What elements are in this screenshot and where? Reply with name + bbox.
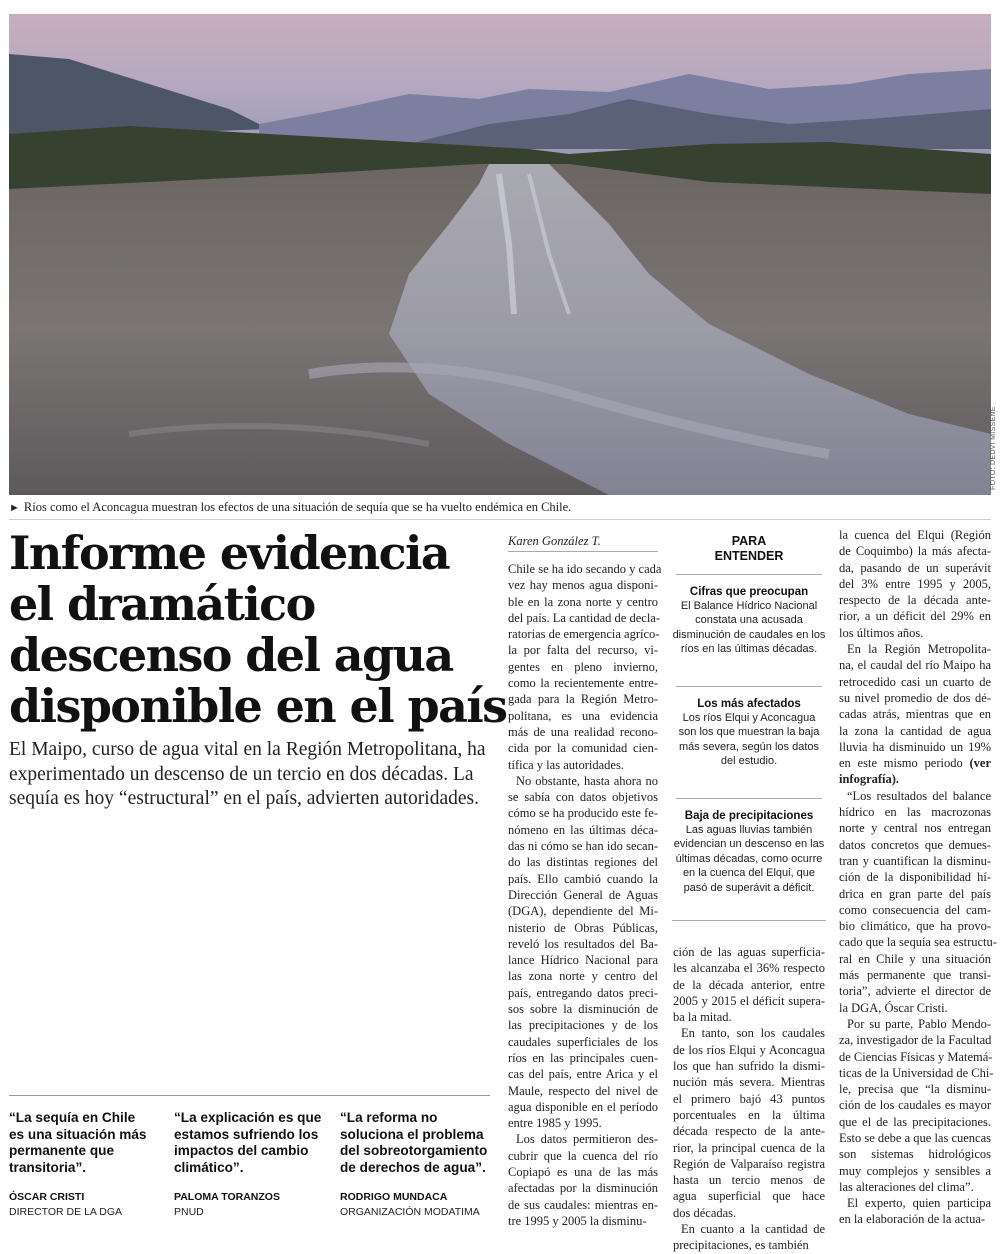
body-text-line: que el de las precipitaciones.: [839, 1114, 991, 1129]
sidebar-title: [672, 534, 826, 564]
sidebar-divider: [672, 920, 826, 921]
sidebar-line: evidencian un descenso en las: [673, 838, 825, 851]
body-text-line: entre 1985 y 1995.: [508, 1116, 602, 1131]
body-text-line: za, investigador de la Facultad: [839, 1033, 992, 1048]
body-text-line: ble en la zona norte y centro: [508, 594, 658, 609]
body-text-line: cadas atrás, mientras que en: [839, 707, 991, 722]
body-text-line: cubrir que la cuenca del río: [508, 1148, 658, 1163]
quote-line: “La sequía en Chile: [9, 1110, 136, 1125]
body-text-line: da, pasando de un superávit: [839, 560, 991, 575]
body-text-line: infografía).: [839, 772, 900, 787]
sidebar-line: del estudio.: [720, 755, 778, 768]
body-text-line: Esto se debe a que las cuencas: [839, 1130, 992, 1145]
body-text-line: No obstante, hasta ahora no: [516, 773, 658, 788]
body-text-line: hídrico en las macrozonas: [839, 805, 991, 820]
body-text-line: de los ríos Elqui y Aconcagua: [673, 1042, 825, 1057]
sidebar-line: últimas décadas, como ocurre: [675, 852, 823, 865]
body-text-line: na, el caudal del río Maipo ha: [839, 658, 991, 673]
divider: [9, 519, 991, 520]
photo-credit: FOTO: DEDVI MISSENE: [990, 406, 997, 490]
body-text-line: tran y cuantifican la disminu-: [839, 853, 991, 868]
body-text-line: la zona la cantidad de agua: [839, 723, 991, 738]
infographic-reference: (ver: [962, 756, 992, 771]
body-text-line: nisterio de Obras Públicas,: [508, 920, 658, 935]
body-text-line: ción de los caudales es mayor: [839, 1098, 991, 1113]
body-text-line: toria”, advierte el director de: [839, 984, 991, 999]
sidebar-line: más severa, según los datos: [678, 740, 820, 753]
sidebar-line: pasó de superávit a déficit.: [683, 881, 815, 894]
body-text-line: Maule, respecto del nivel de: [508, 1083, 658, 1098]
dry-riverbed-image: [9, 14, 991, 495]
caption-text: Ríos como el Aconcagua muestran los efectos de una situación de sequía que se ha vuelto endémica en Chile.: [23, 500, 572, 514]
body-text-line: norte y central nos entregan: [839, 821, 991, 836]
body-text-line: “Los resultados del balance: [847, 788, 991, 803]
body-text-line: nómeno en las últimas déca-: [508, 822, 658, 837]
sidebar-item-heading: Cifras que preocupan: [689, 586, 809, 598]
body-text-line: tífica y las autoridades.: [508, 757, 624, 772]
quote-line: del sobreotorgamiento: [340, 1143, 488, 1158]
sidebar-line: son los que muestran la baja: [678, 726, 820, 739]
body-text-line: el primero bajó 43 puntos: [673, 1091, 825, 1106]
quote-line: climático”.: [174, 1159, 244, 1175]
lead-line: sequía es hoy “estructural” en el país, advierten autoridades.: [9, 788, 479, 809]
quote-line: estamos sufriendo los: [174, 1126, 319, 1142]
body-text-line: tre 1995 y 2005 la disminu-: [508, 1213, 647, 1228]
body-text-line: drica en gran parte del país: [839, 886, 991, 901]
body-text-line: como la recientemente entre-: [508, 676, 658, 691]
sidebar-para-entender: [672, 534, 826, 894]
quote-card: [174, 1110, 330, 1218]
headline-line: Informe evidencia: [9, 526, 450, 580]
sidebar-title-line: ENTENDER: [714, 549, 784, 563]
body-text-line: de Coquimbo) la más afecta-: [839, 544, 991, 559]
sidebar-line: constata una acusada: [695, 614, 803, 627]
body-text-line: hasta un tercio menos de: [673, 1173, 825, 1188]
sidebar-line: Los ríos Elqui y Aconcagua: [682, 712, 816, 724]
body-text-line: del 3% entre 1995 y 2005,: [839, 576, 991, 591]
photo-caption: [9, 500, 571, 515]
body-text-line: se sabía con datos objetivos: [508, 790, 658, 805]
body-text-line: ción de la disponibilidad hí-: [839, 870, 991, 885]
body-text-line: las alteraciones del clima”.: [839, 1179, 974, 1194]
body-text-line: sos sobre la disminución de: [508, 1002, 658, 1017]
body-text-line: país. Ello cambió cuando la: [508, 871, 658, 886]
body-text-line: ral en Chile y una situación: [839, 951, 991, 966]
sidebar-item-body: [672, 823, 826, 895]
body-text-line: más permanente que transi-: [839, 968, 991, 983]
headline-line: el dramático: [9, 577, 315, 631]
body-text-line: En la Región Metropolita-: [847, 642, 991, 657]
body-text-line: El experto, quien participa: [847, 1196, 991, 1211]
quotes-divider: [9, 1095, 490, 1096]
quote-author: ÓSCAR CRISTI: [9, 1191, 85, 1203]
body-text-line: la cuenca del Elqui (Región: [839, 528, 991, 542]
byline: Karen González T.: [508, 534, 601, 548]
sidebar-line: Las aguas lluvias también: [685, 824, 813, 836]
body-text-line: 2005 y 2015 el déficit supera-: [673, 993, 825, 1008]
body-text-line: le, precisa que “la disminu-: [839, 1082, 991, 1097]
body-text-line: Chile se ha ido secando y cada: [508, 562, 662, 576]
body-text-line: más de una realidad recono-: [508, 724, 658, 739]
body-text-line: politana, es una evidencia: [508, 708, 658, 723]
body-text-line: porcentuales en la última: [673, 1107, 825, 1122]
caption-marker-icon: ►: [9, 502, 20, 514]
body-text-line: del país. La cantidad de decla-: [508, 610, 661, 625]
body-text-line: Por su parte, Pablo Mendo-: [847, 1016, 991, 1031]
body-text-line: los que han sufrido la dismi-: [673, 1059, 825, 1074]
body-text-line: década respecto de la ante-: [673, 1124, 825, 1139]
article-column-2: [673, 944, 825, 1254]
body-text-line: dos décadas.: [673, 1205, 737, 1220]
quote-author: RODRIGO MUNDACA: [340, 1191, 448, 1203]
body-text-line: las zona norte y centro del: [508, 969, 658, 984]
body-text-line: bio climático, que ha provo-: [839, 919, 991, 934]
body-text-line: afectadas por la disminución: [508, 1181, 658, 1196]
body-text-line: lluvia ha disminuido un 19%: [839, 739, 991, 754]
body-text-line: gada para la Región Metro-: [508, 692, 658, 707]
quote-line: es una situación más: [9, 1126, 147, 1142]
body-text-line: rior, a un déficit del 29% en: [839, 609, 991, 624]
body-text-line: son sistemas hidrológicos: [839, 1147, 991, 1162]
sidebar-divider: [676, 686, 822, 687]
body-text-line: caudales superficiales de los: [508, 1034, 658, 1049]
body-text-line: de Ciencias Físicas y Matemá-: [839, 1049, 993, 1064]
quote-author-role: DIRECTOR DE LA DGA: [9, 1206, 122, 1218]
body-text-line: como consecuencia del cam-: [839, 902, 991, 917]
article-column-3: [839, 527, 997, 1228]
quote-line: impactos del cambio: [174, 1143, 309, 1158]
sidebar-item-heading: Los más afectados: [697, 698, 801, 710]
body-text-line: en la elaboración de la actua-: [839, 1212, 986, 1227]
body-text-line: agua superficial que hace: [673, 1189, 825, 1204]
article-column-1: [508, 561, 662, 1229]
lead-line: El Maipo, curso de agua vital en la Región Metropolitana, ha: [9, 739, 486, 760]
body-text-line: cómo se ha producido este fe-: [508, 806, 658, 821]
body-text-line: En cuanto a la cantidad de: [681, 1222, 825, 1237]
sidebar-divider: [676, 574, 822, 575]
body-text-line: ticas de la Universidad de Chi-: [839, 1065, 994, 1080]
body-text-line: les alcanzaba el 36% respecto: [673, 961, 825, 976]
body-text-line: lance Hídrico Nacional para: [508, 953, 658, 968]
body-text-line: vez hay menos agua disponi-: [508, 578, 658, 593]
quote-text: [9, 1110, 165, 1176]
body-text-line: En tanto, son los caudales: [681, 1026, 825, 1041]
byline-divider: [508, 551, 658, 552]
headline-line: disponible en el país: [9, 679, 507, 733]
headline-line: descenso del agua: [9, 628, 453, 682]
body-text-line: de la década anterior, entre: [673, 977, 825, 992]
body-text-line: país, entregando datos preci-: [508, 985, 658, 1000]
quote-card: [9, 1110, 165, 1218]
sidebar-item: [672, 798, 826, 895]
sidebar-item: [672, 574, 826, 657]
sidebar-item: [672, 686, 826, 769]
sidebar-line: ríos en las últimas décadas.: [680, 643, 818, 656]
body-text-line: ríos en las principales cuen-: [508, 1050, 658, 1065]
sidebar-line: disminución de caudales en los: [672, 628, 826, 641]
lead-line: experimentado un descenso de un tercio en dos décadas. La: [9, 763, 474, 785]
body-text-line: das ni cómo se han ido secan-: [508, 839, 658, 854]
body-text-line: reveló los resultados del Ba-: [508, 936, 658, 951]
body-text-line: do las distintas regiones del: [508, 855, 658, 870]
body-text-line: en este mismo periodo (ver: [839, 756, 992, 771]
body-text-line: de sus caudales: mientras en-: [508, 1197, 658, 1212]
body-text-line: rior, la principal cuenca de la: [673, 1140, 825, 1155]
headline: [9, 526, 507, 733]
body-text-line: las precipitaciones y de los: [508, 1018, 658, 1033]
body-text-line: ción de las aguas superficia-: [673, 945, 825, 959]
quote-line: “La explicación es que: [174, 1110, 322, 1125]
quote-text: [340, 1110, 496, 1176]
quote-line: soluciona el problema: [340, 1126, 484, 1142]
lead-paragraph: [9, 738, 489, 812]
sidebar-item-body: [672, 711, 826, 769]
sidebar-divider: [676, 798, 822, 799]
sidebar-line: El Balance Hídrico Nacional: [680, 600, 818, 612]
body-text-line: precipitaciones, es también: [673, 1238, 809, 1253]
article-photo: [9, 14, 991, 495]
body-text-line: agua disponible en el período: [508, 1099, 658, 1114]
sidebar-line: en la cuenca del Elqui, que: [682, 867, 816, 880]
body-text-line: ratorias de emergencia agríco-: [508, 627, 660, 642]
sidebar-item-body: [672, 599, 826, 657]
body-text-line: la DGA, Óscar Cristi.: [839, 1000, 948, 1015]
quote-line: permanente que: [9, 1143, 114, 1158]
body-text-line: la por falta del recurso, vi-: [508, 643, 658, 658]
body-text-line: cas del país, entre Arica y el: [508, 1067, 658, 1082]
quote-author-role: PNUD: [174, 1206, 204, 1218]
quote-author-role: ORGANIZACIÓN MODATIMA: [340, 1206, 480, 1218]
body-text-line: muy complejos y sensibles a: [839, 1163, 991, 1178]
body-text-line: Copiapó es una de las más: [508, 1164, 658, 1179]
body-text-line: cado que la sequía sea estructu-: [839, 935, 997, 950]
body-text-line: datos concretos que demues-: [839, 837, 991, 852]
body-text-line: gentes en pleno invierno,: [508, 659, 658, 674]
body-text-line: nución más severa. Mientras: [673, 1075, 825, 1090]
body-text-line: retrocedido casi un cuarto de: [839, 674, 991, 689]
quote-line: transitoria”.: [9, 1159, 87, 1175]
body-text-line: respecto de la década ante-: [839, 593, 991, 608]
body-text-line: (DGA), dependiente del Mi-: [508, 904, 658, 919]
quote-text: [174, 1110, 330, 1176]
body-text-line: cida por la comunidad cien-: [508, 741, 658, 756]
quote-card: [340, 1110, 496, 1218]
body-text-line: los últimos años.: [839, 625, 924, 640]
quote-line: “La reforma no: [340, 1110, 438, 1125]
body-text-line: ba la mitad.: [673, 1010, 732, 1025]
body-text-line: Dirección General de Aguas: [508, 887, 658, 902]
body-text-line: Región de Valparaíso registra: [673, 1156, 825, 1171]
sidebar-item-heading: Baja de precipitaciones: [684, 810, 814, 822]
sidebar-title-line: PARA: [731, 534, 767, 548]
body-text-line: Los datos permitieron des-: [516, 1132, 658, 1147]
quote-author: PALOMA TORANZOS: [174, 1191, 280, 1203]
body-text-line: su nivel promedio de dos dé-: [839, 690, 991, 705]
quote-line: de derechos de agua”.: [340, 1159, 486, 1175]
